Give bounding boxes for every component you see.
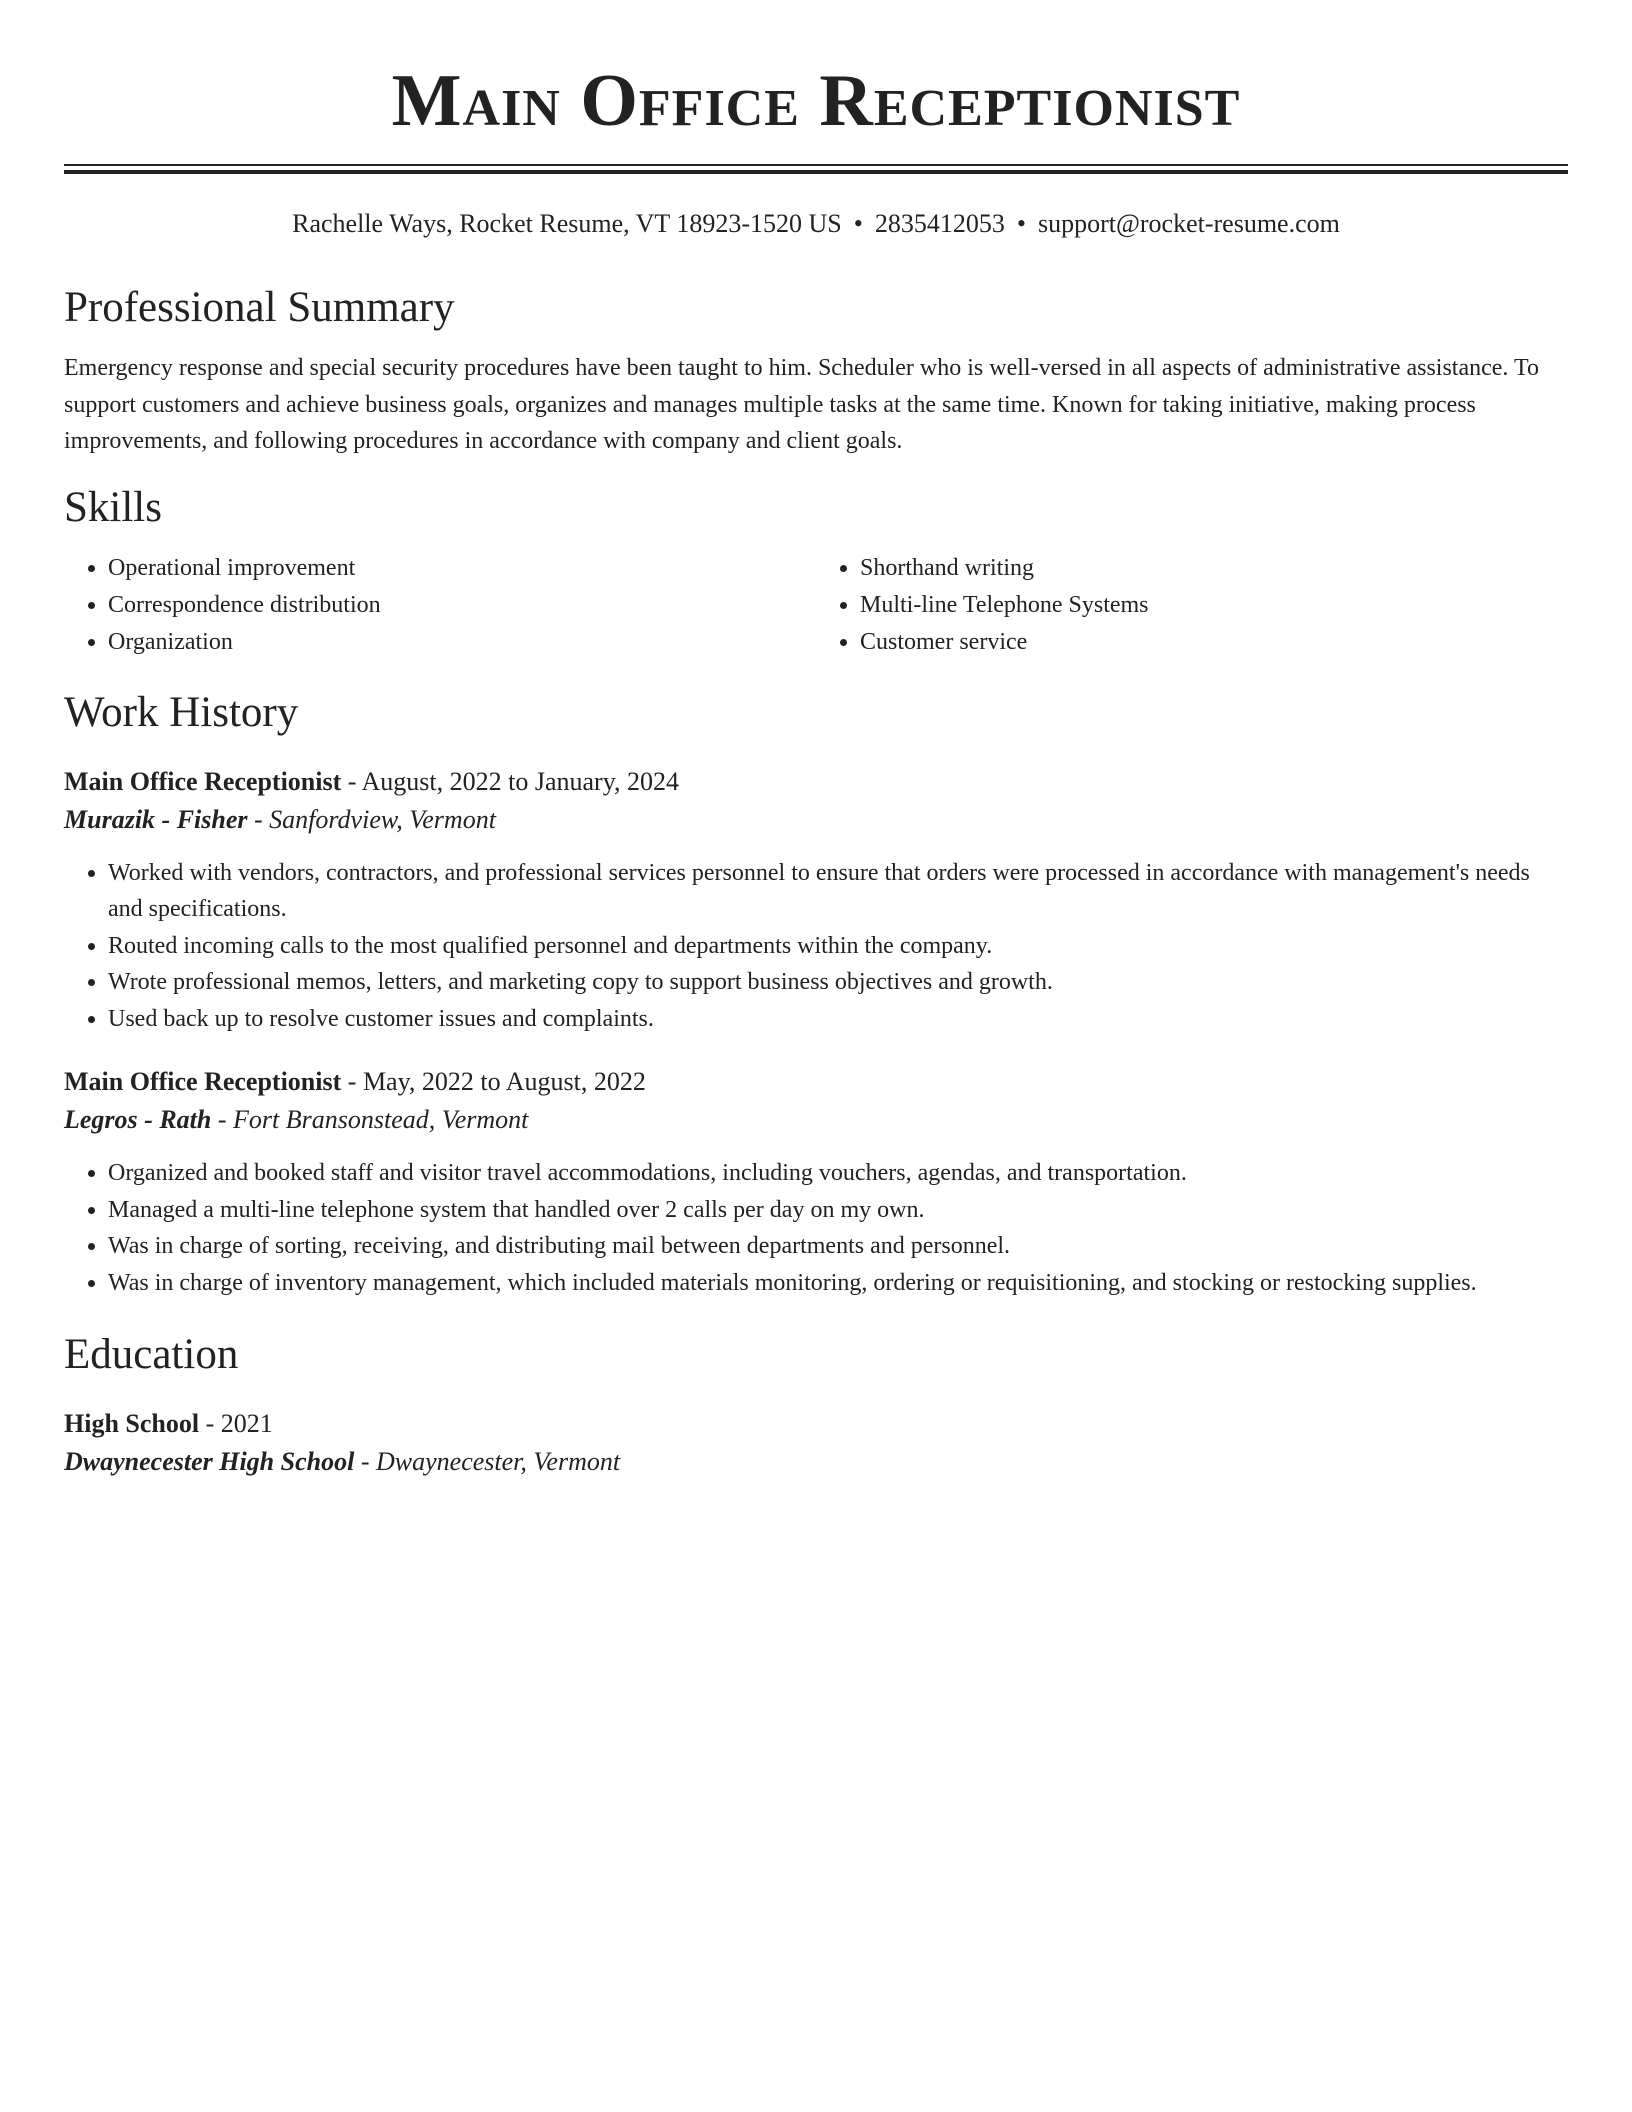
job-bullet: • Wrote professional memos, letters, and marketing copy to support business objectives and growth.	[108, 964, 1568, 1001]
skill-item: • Multi-line Telephone Systems	[860, 587, 1568, 624]
education-school-line: Dwaynecester High School - Dwaynecester, Vermont	[64, 1447, 621, 1476]
contact-separator: •	[853, 209, 863, 238]
contact-separator: •	[1016, 209, 1026, 238]
skills-columns	[64, 550, 1568, 661]
skill-item: • Organization	[108, 624, 816, 661]
education-school: Dwaynecester High School	[64, 1447, 355, 1476]
skill-item: • Shorthand writing	[860, 550, 1568, 587]
skill-item: • Correspondence distribution	[108, 587, 816, 624]
resume-name-title: Main Office Receptionist	[391, 60, 1241, 142]
contact-line	[64, 206, 1568, 242]
job-company-line: Legros - Rath - Fort Bransonstead, Vermont	[64, 1105, 529, 1134]
job-bullet: • Was in charge of inventory management, which included materials monitoring, ordering or requisitioning, and stocking or restocking supplies.	[108, 1265, 1568, 1302]
contact-email: support@rocket-resume.com	[1037, 209, 1340, 238]
summary-heading: Professional Summary	[64, 284, 455, 331]
job-bullet: • Organized and booked staff and visitor travel accommodations, including vouchers, agendas, and transportation.	[108, 1155, 1568, 1192]
job-dates: August, 2022 to January, 2024	[361, 766, 680, 796]
contact-address: Rachelle Ways, Rocket Resume, VT 18923-1520 US	[292, 209, 842, 238]
job-dates: May, 2022 to August, 2022	[362, 1067, 646, 1096]
job-bullets	[64, 855, 1568, 1038]
job-bullet: • Managed a multi-line telephone system that handled over 2 calls per day on my own.	[108, 1192, 1568, 1229]
contact-phone: 2835412053	[874, 209, 1005, 238]
job-location: Fort Bransonstead, Vermont	[233, 1105, 529, 1134]
job-company: Murazik - Fisher	[64, 804, 248, 834]
job-company: Legros - Rath	[64, 1105, 212, 1134]
skills-list-left	[64, 550, 816, 661]
education-location: Dwaynecester, Vermont	[376, 1447, 621, 1476]
job-bullet: • Worked with vendors, contractors, and professional services personnel to ensure that orders were processed in accordance with management's needs and specifications.	[108, 855, 1568, 928]
job-bullet: • Was in charge of sorting, receiving, and distributing mail between departments and personnel.	[108, 1228, 1568, 1265]
job-bullet: • Routed incoming calls to the most qualified personnel and departments within the company.	[108, 928, 1568, 965]
skills-heading: Skills	[64, 483, 162, 531]
education-year: 2021	[220, 1409, 273, 1438]
skills-list-right	[816, 550, 1568, 661]
job-role: Main Office Receptionist	[64, 1067, 342, 1096]
job-entry	[64, 763, 1568, 1038]
work-history-heading: Work History	[64, 688, 299, 736]
skill-item: • Customer service	[860, 624, 1568, 661]
job-heading: Main Office Receptionist - May, 2022 to August, 2022	[64, 1067, 646, 1096]
job-location: Sanfordview, Vermont	[269, 804, 496, 834]
education-heading: Education	[64, 1331, 239, 1378]
job-bullets	[64, 1155, 1568, 1301]
job-bullet: • Used back up to resolve customer issues and complaints.	[108, 1001, 1568, 1038]
job-entry	[64, 1063, 1568, 1301]
skill-item: • Operational improvement	[108, 550, 816, 587]
job-company-line: Murazik - Fisher - Sanfordview, Vermont	[64, 804, 496, 834]
education-heading-line: High School - 2021	[64, 1409, 273, 1438]
job-role: Main Office Receptionist	[64, 766, 342, 796]
summary-text: Emergency response and special security procedures have been taught to him. Scheduler who is well-versed in all aspects of administrative assistance. To support customers and achieve business goals, organizes and manages multiple tasks at the same time. Known for taking initiative, making process improvements, and following procedures in accordance with company and client goals.	[64, 355, 1539, 454]
education-degree: High School	[64, 1409, 200, 1438]
job-heading: Main Office Receptionist - August, 2022 to January, 2024	[64, 766, 680, 796]
header-double-rule	[64, 164, 1568, 174]
